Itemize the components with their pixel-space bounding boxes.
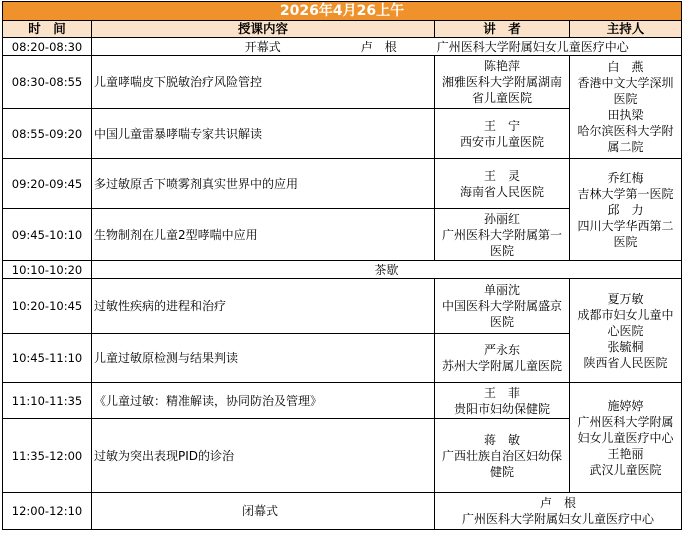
session-lecturer: 王 宁 西安市儿童医院 [435, 109, 570, 159]
session-lecturer: 孙丽红 广州医科大学附属第一 医院 [435, 209, 570, 261]
session-time: 09:45-10:10 [3, 209, 92, 261]
session-topic: 过敏为突出表现PID的诊治 [92, 419, 435, 493]
table-row [3, 159, 682, 209]
session-host: 白 燕 香港中文大学深圳 医院 田执梁 哈尔滨医科大学附 属二院 [570, 56, 682, 159]
session-lecturer: 陈艳萍 湘雅医科大学附属湖南 省儿童医院 [435, 56, 570, 109]
session-time: 08:55-09:20 [3, 109, 92, 159]
break-time: 10:10-10:20 [3, 261, 92, 279]
session-time: 11:35-12:00 [3, 419, 92, 493]
session-time: 10:45-11:10 [3, 334, 92, 383]
session-time: 08:30-08:55 [3, 56, 92, 109]
closing-topic: 闭幕式 [92, 493, 435, 530]
session-topic: 儿童过敏原检测与结果判读 [92, 334, 435, 383]
session-topic: 生物制剂在儿童2型哮喘中应用 [92, 209, 435, 261]
table-row [3, 383, 682, 419]
table-row [3, 56, 682, 109]
table-row [3, 279, 682, 334]
session-lecturer: 王 菲 贵阳市妇幼保健院 [435, 383, 570, 419]
session-lecturer: 蒋 敏 广西壮族自治区妇幼保 健院 [435, 419, 570, 493]
closing-speaker [435, 493, 682, 530]
session-lecturer: 严永东 苏州大学附属儿童医院 [435, 334, 570, 383]
session-host: 施婷婷 广州医科大学附属 妇女儿童医疗中心 王艳丽 武汉儿童医院 [570, 383, 682, 493]
opening-cell [92, 38, 682, 56]
session-host: 乔红梅 吉林大学第一医院 邱 力 四川大学华西第二 医院 [570, 159, 682, 261]
header-topic: 授课内容 [92, 21, 435, 38]
opening-time: 08:20-08:30 [3, 38, 92, 56]
break-row [3, 261, 682, 279]
session-topic: 《儿童过敏：精准解读，协同防治及管理》 [92, 383, 435, 419]
session-lecturer: 单丽沈 中国医科大学附属盛京 医院 [435, 279, 570, 334]
opening-topic: 开幕式 卢 根 [244, 39, 397, 54]
header-time: 时 间 [3, 21, 92, 38]
session-topic: 多过敏原舌下喷雾剂真实世界中的应用 [92, 159, 435, 209]
session-time: 11:10-11:35 [3, 383, 92, 419]
opening-speaker-org: 广州医科大学附属妇女儿童医疗中心 [436, 39, 629, 54]
session-time: 10:20-10:45 [3, 279, 92, 334]
header-host: 主持人 [570, 21, 682, 38]
opening-row [3, 38, 682, 56]
session-topic: 中国儿童雷暴哮喘专家共识解读 [92, 109, 435, 159]
break-label: 茶歇 [92, 261, 682, 279]
session-time: 09:20-09:45 [3, 159, 92, 209]
closing-speaker-org: 广州医科大学附属妇女儿童医疗中心 [462, 512, 655, 526]
session-lecturer: 王 灵 海南省人民医院 [435, 159, 570, 209]
session-host: 夏万敏 成都市妇女儿童中 心医院 张毓桐 陕西省人民医院 [570, 279, 682, 383]
closing-time: 12:00-12:10 [3, 493, 92, 530]
closing-speaker-name: 卢 根 [540, 496, 577, 510]
session-topic: 过敏性疾病的进程和治疗 [92, 279, 435, 334]
closing-row [3, 493, 682, 530]
header-lecturer: 讲 者 [435, 21, 570, 38]
session-topic: 儿童哮喘皮下脱敏治疗风险管控 [92, 56, 435, 109]
schedule-title: 2026年4月26上午 [3, 2, 682, 21]
schedule-table [2, 1, 682, 530]
